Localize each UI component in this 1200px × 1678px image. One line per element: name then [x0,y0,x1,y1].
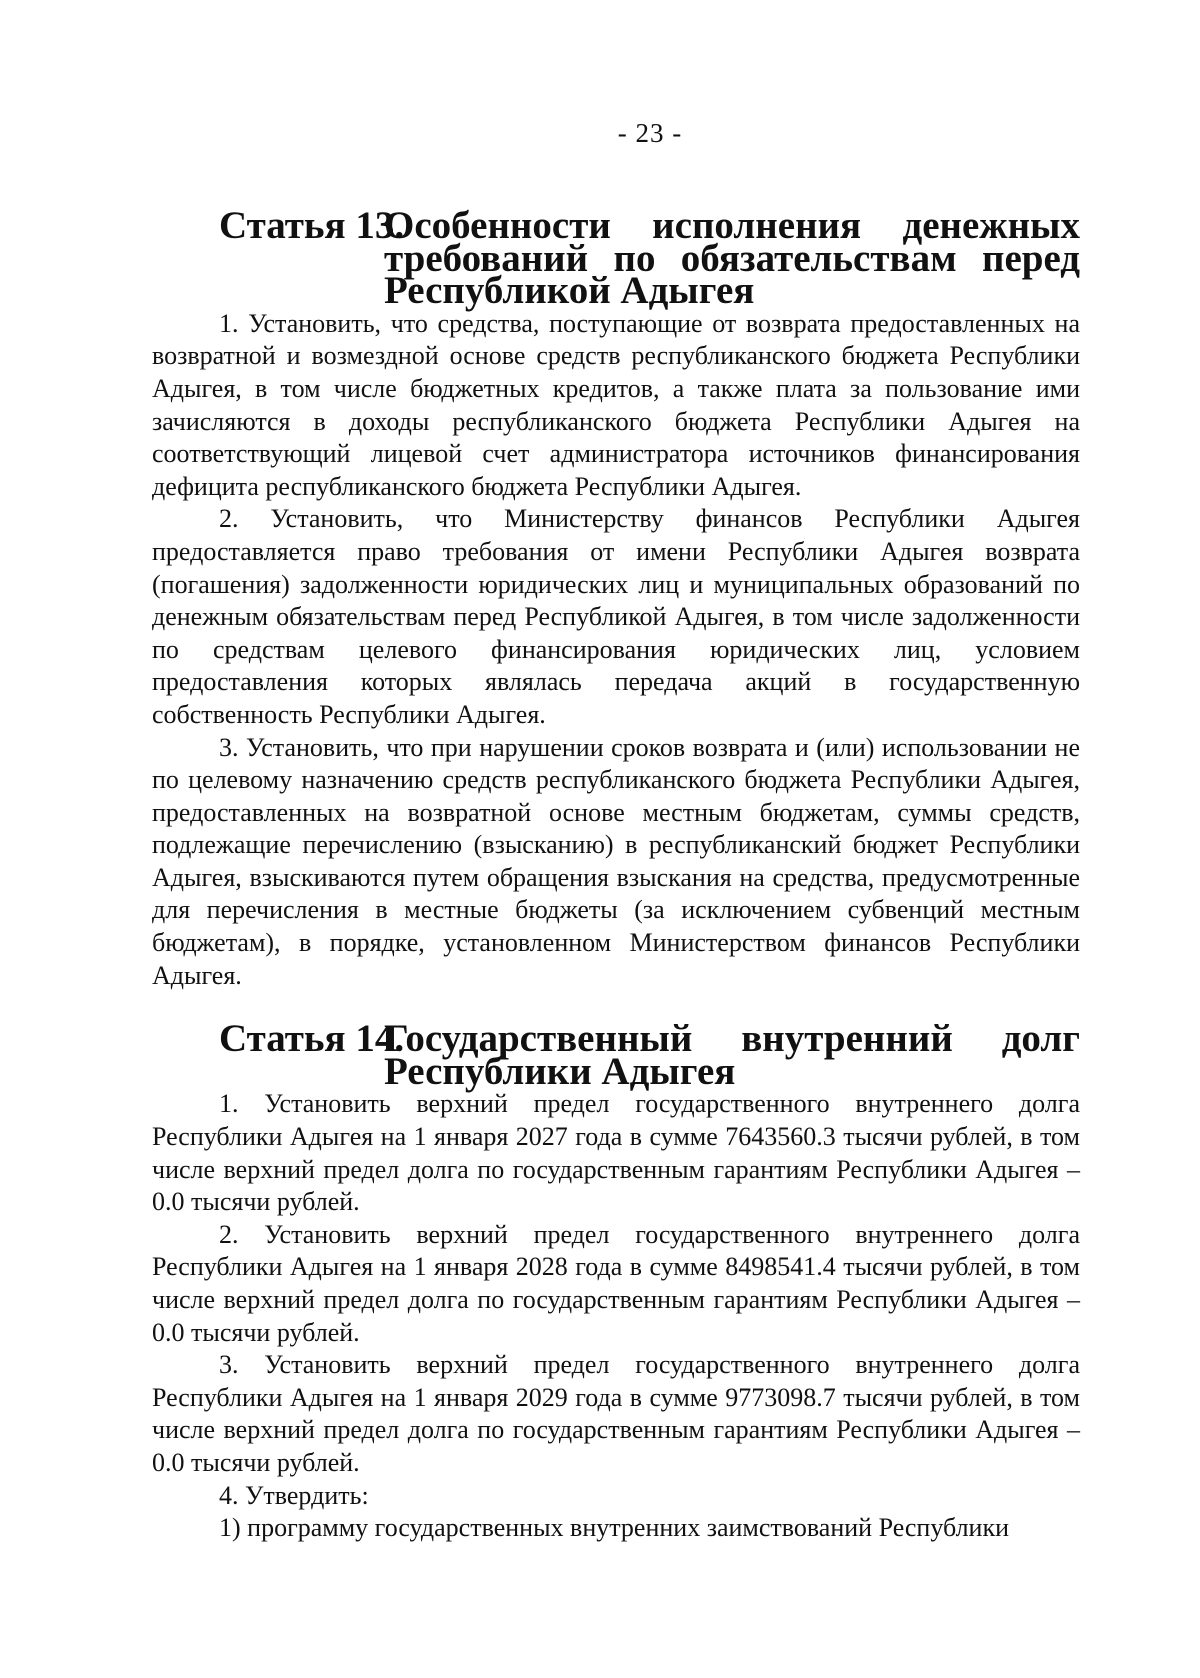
article-14 [152,1017,1080,1545]
article-number: Статья 13. [219,204,405,247]
paragraph: 1. Установить, что средства, поступающие от возврата предоставленных на возвратной и возмездной основе средств республиканского бюджета Республики Адыгея, в том числе бюджетных кредитов, а также плата за пользование ими зачисляются в доходы республиканского бюджета Республики Адыгея на соответствующий лицевой счет администратора источников финансирования дефицита республиканского бюджета Республики Адыгея. [152,308,1080,501]
paragraph: 3. Установить, что при нарушении сроков возврата и (или) использовании не по целевому назначению средств республиканского бюджета Республики Адыгея, предоставленных на возвратной основе местным бюджетам, суммы средств, подлежащие перечислению (взысканию) в республиканский бюджет Республики Адыгея, взыскиваются путем обращения взыскания на средства, предусмотренные для перечисления в местные бюджеты (за исключением субвенций местным бюджетам), в порядке, установленном Министерством финансов Республики Адыгея. [152,732,1080,990]
article-title: Государственный внутренний долг Республики Адыгея [384,1017,1080,1093]
paragraph: 3. Установить верхний предел государственного внутреннего долга Республики Адыгея на 1 января 2029 года в сумме 9773098.7 тысячи рублей, в том числе верхний предел долга по государственным гарантиям Республики Адыгея – 0.0 тысячи рублей. [152,1350,1080,1477]
article-heading [152,1017,1080,1093]
article-title: Особенности исполнения денежных требований по обязательствам перед Республикой Адыгея [384,204,1080,313]
paragraph: 4. Утвердить: [219,1480,369,1510]
paragraph: 2. Установить верхний предел государственного внутреннего долга Республики Адыгея на 1 января 2028 года в сумме 8498541.4 тысячи рублей, в том числе верхний предел долга по государственным гарантиям Республики Адыгея – 0.0 тысячи рублей. [152,1219,1080,1347]
paragraph: 1) программу государственных внутренних заимствований Республики [219,1513,1010,1543]
paragraph: 1. Установить верхний предел государственного внутреннего долга Республики Адыгея на 1 января 2027 года в сумме 7643560.3 тысячи рублей, в том числе верхний предел долга по государственным гарантиям Республики Адыгея – 0.0 тысячи рублей. [152,1089,1080,1217]
article-number: Статья 14. [219,1017,405,1061]
page-number: - 23 - [617,118,683,148]
article-heading [152,204,1080,313]
article-13 [152,204,1080,992]
document-body [152,204,1080,1545]
paragraph: 2. Установить, что Министерству финансов Республики Адыгея предоставляется право требования от имени Республики Адыгея возврата (погашения) задолженности юридических лиц и муниципальных образований по денежным обязательствам перед Республикой Адыгея, в том числе задолженности по средствам целевого финансирования юридических лиц, условием предоставления которых являлась передача акций в государственную собственность Республики Адыгея. [152,504,1080,729]
